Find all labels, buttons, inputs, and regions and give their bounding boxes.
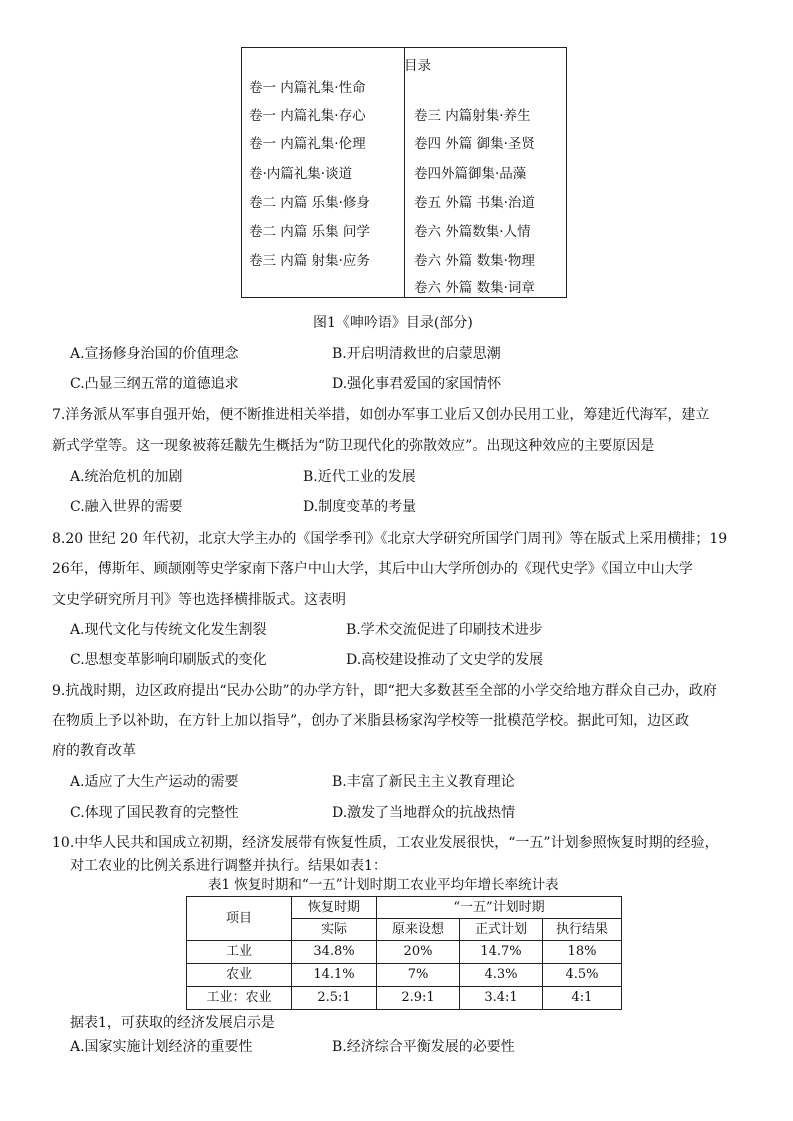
toc-left-item: 卷二 内篇 乐集 问学	[249, 224, 370, 240]
q10-stem-line: 对工农业的比例关系进行调整并执行。结果如表1：	[70, 858, 387, 874]
table-header-cell: 实际	[292, 919, 377, 941]
table-header-cell: 恢复时期	[292, 897, 377, 919]
table-cell: 34.8%	[292, 941, 377, 964]
table-cell: 4.3%	[460, 964, 543, 987]
figure-divider	[404, 48, 405, 297]
table-cell: 4:1	[543, 987, 622, 1010]
table-row-label: 工业：农业	[187, 987, 292, 1010]
table-row	[187, 941, 622, 964]
table-cell: 3.4:1	[460, 987, 543, 1010]
growth-rate-table	[186, 896, 622, 1010]
q7-option-b: B.近代工业的发展	[303, 469, 416, 485]
toc-right-item: 卷四外篇御集·品藻	[414, 166, 527, 182]
toc-right-item: 卷四 外篇 御集·圣贤	[414, 136, 535, 152]
q10-question: 据表1，可获取的经济发展启示是	[70, 1015, 275, 1031]
q10-option-a: A.国家实施计划经济的重要性	[70, 1039, 253, 1055]
q8-option-d: D.高校建设推动了文史学的发展	[346, 652, 544, 668]
q8-stem-line: 文史学研究所月刊》等也选择横排版式。这表明	[52, 592, 346, 608]
q9-option-a: A.适应了大生产运动的需要	[70, 774, 239, 790]
q9-option-d: D.激发了当地群众的抗战热情	[332, 805, 516, 821]
q7-option-c: C.融入世界的需要	[70, 499, 183, 515]
q6-option-a: A.宣扬修身治国的价值理念	[70, 346, 239, 362]
table-cell: 7%	[377, 964, 460, 987]
q7-option-d: D.制度变革的考量	[303, 499, 417, 515]
table-cell: 2.5:1	[292, 987, 377, 1010]
toc-left-item: 卷一 内篇礼集·性命	[249, 80, 366, 96]
table-row-label: 工业	[187, 941, 292, 964]
table-cell: 14.7%	[460, 941, 543, 964]
table-cell: 18%	[543, 941, 622, 964]
q8-stem-line: 8.20 世纪 20 年代初，北京大学主办的《国学季刊》《北京大学研究所国学门周刊》等在版式上采用横排；19	[52, 531, 728, 547]
toc-left-item: 卷一 内篇礼集·伦理	[249, 136, 366, 152]
toc-right-item: 卷六 外篇 数集·物理	[414, 253, 535, 269]
table-title: 表1 恢复时期和“一五”计划时期工农业平均年增长率统计表	[208, 877, 559, 893]
toc-right-item: 卷六 外篇数集·人情	[414, 224, 531, 240]
toc-left-item: 卷一 内篇礼集·存心	[249, 108, 366, 124]
q6-option-d: D.强化事君爱国的家国情怀	[332, 376, 502, 392]
table-header-cell: “一五”计划时期	[377, 897, 622, 919]
q6-option-c: C.凸显三纲五常的道德追求	[70, 376, 239, 392]
q6-option-b: B.开启明清救世的启蒙思潮	[332, 346, 501, 362]
table-header-cell: 执行结果	[543, 919, 622, 941]
table-row	[187, 987, 622, 1010]
q9-stem-line: 9.抗战时期，边区政府提出“民办公助”的办学方针，即“把大多数甚至全部的小学交给地方群众自己办，政府	[52, 683, 717, 699]
q9-stem-line: 在物质上予以补助，在方针上加以指导”，创办了米脂县杨家沟学校等一批模范学校。据此可知，边区政	[52, 713, 690, 729]
table-row-label: 农业	[187, 964, 292, 987]
q8-option-b: B.学术交流促进了印刷技术进步	[346, 622, 543, 638]
toc-right-item: 卷三 内篇射集·养生	[414, 108, 531, 124]
table-row	[187, 964, 622, 987]
table-cell: 2.9:1	[377, 987, 460, 1010]
table-cell: 20%	[377, 941, 460, 964]
q7-option-a: A.统治危机的加剧	[70, 469, 183, 485]
q8-stem-line: 26年，傅斯年、顾颉刚等史学家南下落户中山大学，其后中山大学所创办的《现代史学》《国立中山大学	[52, 561, 693, 577]
table-header-cell: 项目	[187, 897, 292, 941]
toc-left-item: 卷·内篇礼集·谈道	[249, 166, 353, 182]
figure-caption: 图1《呻吟语》目录(部分)	[313, 315, 473, 331]
table-header-row	[187, 897, 622, 919]
q9-option-b: B.丰富了新民主主义教育理论	[332, 774, 515, 790]
q10-stem-line: 10.中华人民共和国成立初期，经济发展带有恢复性质，工农业发展很快，“一五”计划参照恢复时期的经验，	[52, 835, 719, 851]
q7-stem-line: 新式学堂等。这一现象被蒋廷黻先生概括为“防卫现代化的弥散效应”。出现这种效应的主要原因是	[52, 438, 655, 454]
toc-header: 目录	[404, 58, 431, 74]
toc-left-item: 卷二 内篇 乐集·修身	[249, 195, 370, 211]
toc-right-item: 卷六 外篇 数集·词章	[414, 280, 535, 296]
toc-left-item: 卷三 内篇 射集·应务	[249, 253, 370, 269]
table-header-cell: 正式计划	[460, 919, 543, 941]
toc-right-item: 卷五 外篇 书集·治道	[414, 195, 535, 211]
table-header-cell: 原来设想	[377, 919, 460, 941]
q9-stem-line: 府的教育改革	[52, 743, 136, 759]
q8-option-c: C.思想变革影响印刷版式的变化	[70, 652, 267, 668]
table-cell: 4.5%	[543, 964, 622, 987]
q9-option-c: C.体现了国民教育的完整性	[70, 805, 239, 821]
q8-option-a: A.现代文化与传统文化发生割裂	[70, 622, 267, 638]
figure-1-table-of-contents	[241, 47, 567, 298]
q7-stem-line: 7.洋务派从军事自强开始，便不断推进相关举措，如创办军事工业后又创办民用工业，筹建近代海军，建立	[52, 407, 710, 423]
table-cell: 14.1%	[292, 964, 377, 987]
q10-option-b: B.经济综合平衡发展的必要性	[332, 1039, 515, 1055]
